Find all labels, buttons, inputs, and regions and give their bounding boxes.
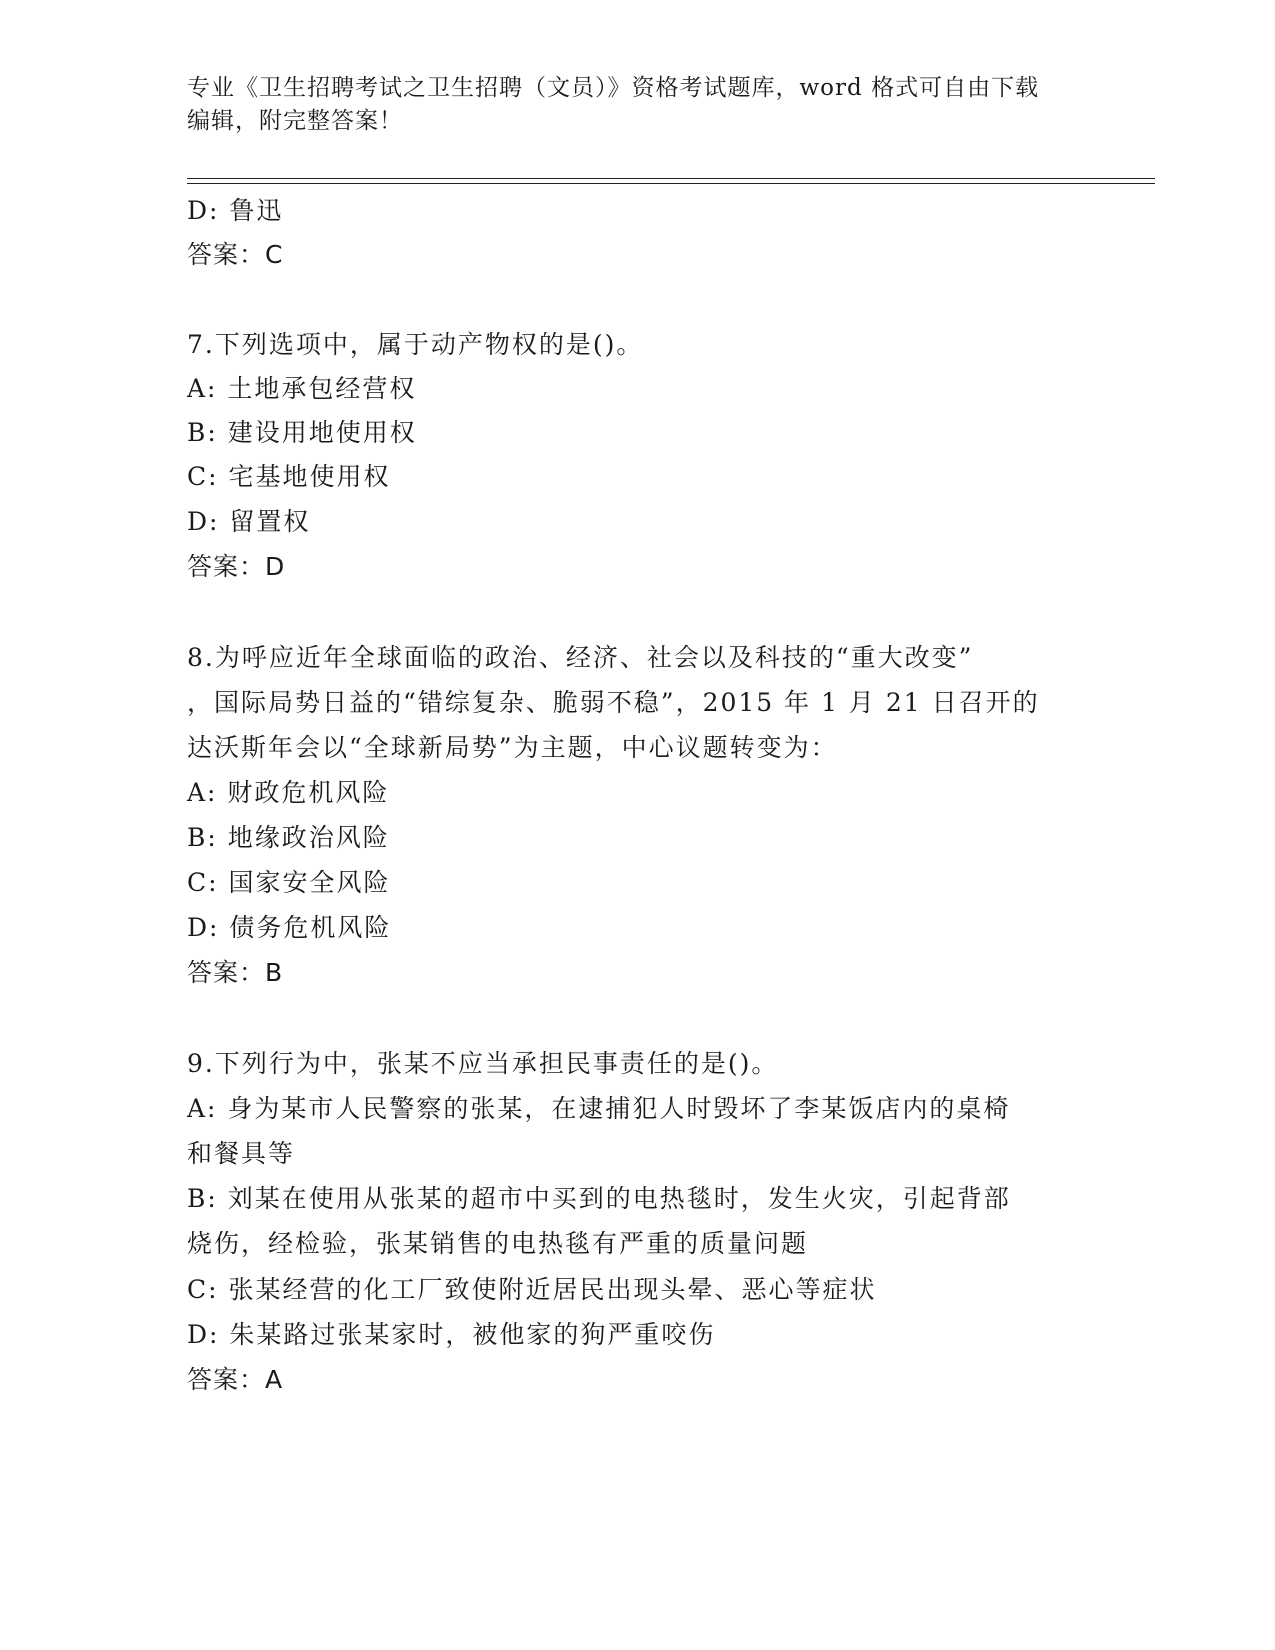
q8-answer: 答案：B (187, 958, 284, 987)
q8-option-b: B: 地缘政治风险 (187, 823, 390, 852)
q7-option-a: A: 土地承包经营权 (187, 374, 417, 403)
q9-option-b-line-2: 烧伤，经检验，张某销售的电热毯有严重的质量问题 (187, 1229, 809, 1258)
header-line-2: 编辑，附完整答案！ (187, 108, 403, 134)
q8-question-line-3: 达沃斯年会以“全球新局势”为主题，中心议题转变为： (187, 733, 838, 762)
q8-question-line-2: ，国际局势日益的“错综复杂、脆弱不稳”，2015 年 1 月 21 日召开的 (187, 688, 1040, 717)
q9-question: 9.下列行为中，张某不应当承担民事责任的是()。 (187, 1049, 779, 1078)
q6-option-d: D: 鲁迅 (187, 196, 284, 225)
header-line-1: 专业《卫生招聘考试之卫生招聘（文员）》资格考试题库，word 格式可自由下载 (187, 75, 1040, 101)
q7-option-c: C: 宅基地使用权 (187, 462, 391, 491)
q9-option-d: D: 朱某路过张某家时，被他家的狗严重咬伤 (187, 1320, 716, 1349)
q8-option-c: C: 国家安全风险 (187, 868, 391, 897)
q9-option-c: C: 张某经营的化工厂致使附近居民出现头晕、恶心等症状 (187, 1275, 877, 1304)
document-header (187, 72, 1087, 138)
q6-answer: 答案：C (187, 240, 284, 269)
q9-option-b-line-1: B: 刘某在使用从张某的超市中买到的电热毯时，发生火灾，引起背部 (187, 1184, 1011, 1213)
q7-option-d: D: 留置权 (187, 507, 311, 536)
q8-option-a: A: 财政危机风险 (187, 778, 390, 807)
header-rule-bottom (187, 183, 1155, 184)
q8-question-line-1: 8.为呼应近年全球面临的政治、经济、社会以及科技的“重大改变” (187, 643, 974, 672)
q7-answer: 答案：D (187, 552, 286, 581)
q8-option-d: D: 债务危机风险 (187, 913, 392, 942)
q9-answer: 答案：A (187, 1365, 284, 1394)
q7-option-b: B: 建设用地使用权 (187, 418, 417, 447)
header-rule-top (187, 178, 1155, 179)
q9-option-a-line-2: 和餐具等 (187, 1139, 296, 1168)
q7-question: 7.下列选项中，属于动产物权的是()。 (187, 330, 644, 359)
q9-option-a-line-1: A: 身为某市人民警察的张某，在逮捕犯人时毁坏了李某饭店内的桌椅 (187, 1094, 1011, 1123)
